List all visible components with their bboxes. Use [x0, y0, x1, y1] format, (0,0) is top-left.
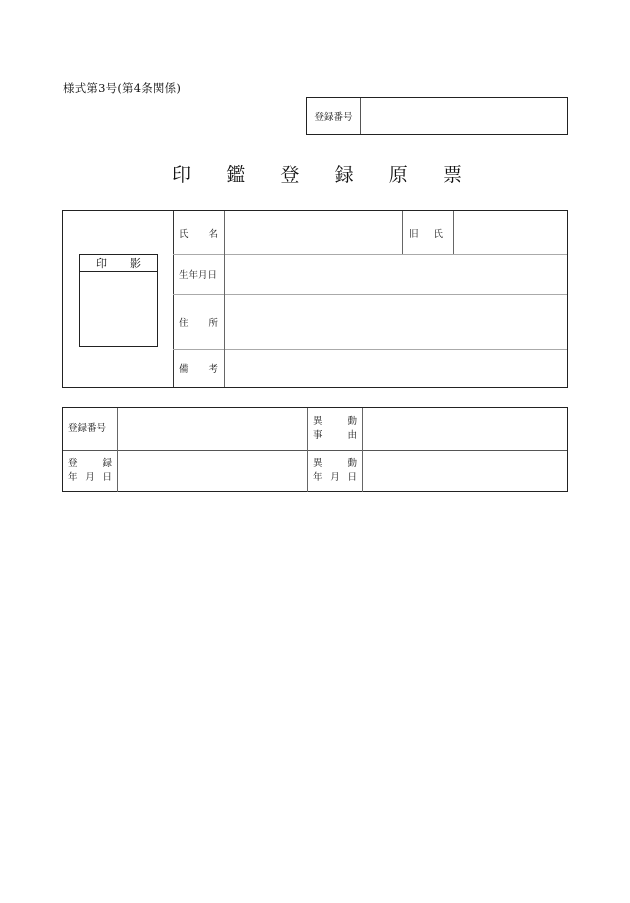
address-label — [173, 294, 225, 349]
name-label-a: 氏 — [179, 228, 189, 240]
seal-impression-header — [80, 255, 157, 272]
title-char: 登 — [280, 164, 300, 186]
registration-date-l2b: 日 — [102, 472, 112, 483]
change-reason-l2a: 事 — [313, 430, 323, 441]
address-label-b: 所 — [208, 317, 218, 329]
registration-number-field[interactable] — [361, 98, 567, 134]
form-reference: 様式第3号(第4条関係) — [63, 81, 182, 95]
name-row — [173, 211, 567, 255]
registration-number-label: 登録番号 — [307, 98, 361, 134]
former-name-label-b: 氏 — [433, 228, 443, 240]
change-date-l1a: 異 — [313, 458, 323, 469]
seal-column — [63, 211, 174, 387]
change-record-table — [62, 407, 568, 492]
former-name-label-a: 旧 — [409, 228, 419, 240]
registration-date-l1b: 録 — [102, 458, 112, 469]
birth-date-label: 生年月日 — [173, 254, 225, 294]
title-char: 鑑 — [226, 164, 246, 186]
change-reason-l2b: 由 — [347, 430, 357, 441]
registration-date-field[interactable] — [118, 450, 308, 492]
registration-date-l2m: 月 — [85, 472, 95, 483]
remarks-label-b: 考 — [208, 364, 218, 375]
change-reason-l1a: 異 — [313, 416, 323, 427]
remarks-label — [173, 349, 225, 387]
change-date-l2a: 年 — [313, 472, 323, 483]
remarks-field[interactable] — [225, 349, 567, 387]
former-name-field[interactable] — [454, 211, 567, 254]
remarks-row — [173, 349, 567, 387]
birth-date-field[interactable] — [225, 254, 567, 294]
bottom-registration-number-text: 登録番号 — [68, 423, 107, 434]
title-char: 印 — [172, 164, 192, 186]
name-field[interactable] — [225, 211, 402, 254]
name-label — [173, 211, 225, 254]
title-char: 原 — [388, 164, 408, 186]
change-reason-label — [308, 408, 363, 450]
change-reason-l1b: 動 — [347, 416, 357, 427]
registration-date-label — [63, 450, 118, 492]
title-char: 録 — [334, 164, 354, 186]
registration-date-l2a: 年 — [68, 472, 78, 483]
seal-impression-box[interactable] — [79, 254, 158, 347]
bottom-registration-number-label — [63, 408, 118, 450]
change-date-l2m: 月 — [330, 472, 340, 483]
change-date-l1b: 動 — [347, 458, 357, 469]
bottom-registration-number-field[interactable] — [118, 408, 308, 450]
document-title — [172, 160, 462, 187]
address-field[interactable] — [225, 294, 567, 349]
change-record-row-1 — [63, 408, 567, 451]
main-registration-table — [62, 210, 568, 388]
name-label-b: 名 — [208, 228, 218, 240]
seal-label-a: 印 — [96, 257, 107, 270]
registration-number-box — [306, 97, 568, 135]
remarks-label-a: 備 — [179, 364, 189, 375]
seal-label-b: 影 — [130, 257, 141, 270]
change-date-label — [308, 450, 363, 492]
address-label-a: 住 — [179, 317, 189, 329]
address-row — [173, 294, 567, 350]
change-reason-field[interactable] — [363, 408, 567, 450]
change-record-row-2 — [63, 450, 567, 492]
former-name-label — [402, 211, 454, 254]
registration-date-l1a: 登 — [68, 458, 78, 469]
birth-date-row — [173, 254, 567, 295]
title-char: 票 — [442, 164, 462, 186]
change-date-field[interactable] — [363, 450, 567, 492]
change-date-l2b: 日 — [347, 472, 357, 483]
